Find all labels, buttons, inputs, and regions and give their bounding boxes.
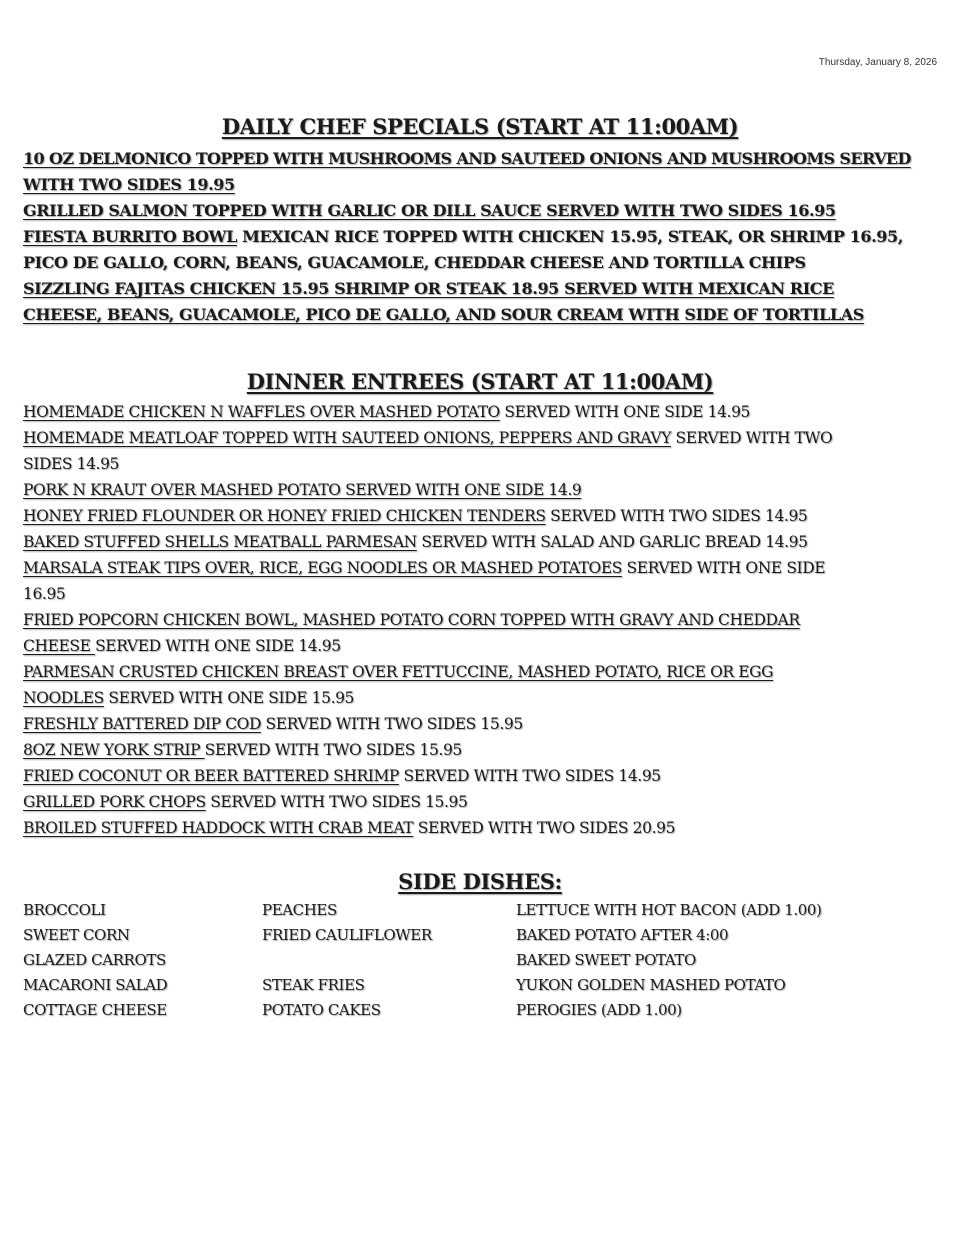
entree-text: SERVED WITH ONE SIDE 14.95 (499, 403, 751, 421)
side-dish-item: PEACHES (262, 901, 337, 919)
entrees-title: DINNER ENTREES (START AT 11:00AM) (246, 369, 714, 394)
entree-name: NOODLES (23, 689, 104, 707)
side-dish-item: BROCCOLI (23, 901, 106, 919)
entree-line (23, 763, 661, 789)
print-date: Thursday, January 8, 2026 (818, 57, 937, 68)
entree-line (23, 607, 800, 633)
side-dish-item: BAKED POTATO AFTER 4:00 (516, 926, 729, 944)
entree-line (23, 685, 354, 711)
side-dish-item: SWEET CORN (23, 926, 130, 944)
entree-name: BAKED STUFFED SHELLS MEATBALL PARMESAN (23, 533, 417, 551)
entree-line (23, 789, 467, 815)
entree-line (23, 451, 119, 477)
entree-name: HONEY FRIED FLOUNDER OR HONEY FRIED CHICKEN TENDERS (23, 507, 546, 525)
entree-text: SIDES 14.95 (23, 455, 120, 473)
specials-title: DAILY CHEF SPECIALS (START AT 11:00AM) (221, 114, 739, 139)
entree-line (23, 529, 808, 555)
entree-line (23, 555, 825, 581)
special-name: FIESTA BURRITO BOWL (23, 227, 237, 246)
entree-name: FRIED COCONUT OR BEER BATTERED SHRIMP (23, 767, 399, 785)
entree-text: SERVED WITH ONE SIDE 15.95 (103, 689, 355, 707)
entree-line (23, 815, 675, 841)
side-dish-item: PEROGIES (ADD 1.00) (516, 1001, 682, 1019)
entree-name: GRILLED PORK CHOPS (23, 793, 206, 811)
entree-line (23, 581, 65, 607)
entree-name: PARMESAN CRUSTED CHICKEN BREAST OVER FETTUCCINE, MASHED POTATO, RICE OR EGG (23, 663, 774, 681)
special-line: GRILLED SALMON TOPPED WITH GARLIC OR DILL SAUCE SERVED WITH TWO SIDES 16.95 (23, 201, 836, 220)
side-dish-item: GLAZED CARROTS (23, 951, 166, 969)
entree-text: SERVED WITH ONE SIDE (621, 559, 826, 577)
special-line (23, 224, 903, 250)
entree-line (23, 711, 523, 737)
entree-line (23, 633, 341, 659)
entree-line (23, 659, 773, 685)
entree-line (23, 477, 581, 503)
side-dish-item: FRIED CAULIFLOWER (262, 926, 432, 944)
special-line: CHEESE, BEANS, GUACAMOLE, PICO DE GALLO, AND SOUR CREAM WITH SIDE OF TORTILLAS (23, 305, 864, 324)
entree-text: SERVED WITH TWO (671, 429, 833, 447)
entree-line (23, 737, 462, 763)
special-line: PICO DE GALLO, CORN, BEANS, GUACAMOLE, CHEDDAR CHEESE AND TORTILLA CHIPS (23, 253, 806, 272)
side-dish-item: BAKED SWEET POTATO (516, 951, 696, 969)
entree-line (23, 399, 750, 425)
entree-name: PORK N KRAUT OVER MASHED POTATO SERVED WITH ONE SIDE 14.9 (23, 481, 582, 499)
entree-name: CHEESE (23, 637, 96, 655)
entree-line (23, 503, 807, 529)
side-dish-item: COTTAGE CHEESE (23, 1001, 167, 1019)
side-dish-item: LETTUCE WITH HOT BACON (ADD 1.00) (516, 901, 822, 919)
special-line: 10 OZ DELMONICO TOPPED WITH MUSHROOMS AND SAUTEED ONIONS AND MUSHROOMS SERVED (23, 149, 911, 168)
special-line: SIZZLING FAJITAS CHICKEN 15.95 SHRIMP OR STEAK 18.95 SERVED WITH MEXICAN RICE (23, 279, 834, 298)
side-dish-item: YUKON GOLDEN MASHED POTATO (516, 976, 786, 994)
entree-text: SERVED WITH TWO SIDES 15.95 (205, 793, 468, 811)
entree-text: SERVED WITH ONE SIDE 14.95 (95, 637, 341, 655)
entree-line (23, 425, 832, 451)
special-text: MEXICAN RICE TOPPED WITH CHICKEN 15.95, STEAK, OR SHRIMP 16.95, (236, 227, 903, 246)
sides-title: SIDE DISHES: (398, 869, 562, 894)
entree-text: 16.95 (23, 585, 66, 603)
special-line: WITH TWO SIDES 19.95 (23, 175, 235, 194)
entree-text: SERVED WITH TWO SIDES 20.95 (413, 819, 676, 837)
entree-text: SERVED WITH TWO SIDES 14.95 (545, 507, 808, 525)
side-dish-item: STEAK FRIES (262, 976, 365, 994)
side-dish-item: MACARONI SALAD (23, 976, 168, 994)
entree-name: FRESHLY BATTERED DIP COD (23, 715, 261, 733)
entree-name: HOMEMADE CHICKEN N WAFFLES OVER MASHED POTATO (23, 403, 500, 421)
entree-name: HOMEMADE MEATLOAF TOPPED WITH SAUTEED ONIONS, PEPPERS AND GRAVY (23, 429, 672, 447)
entree-text: SERVED WITH TWO SIDES 15.95 (261, 715, 523, 733)
side-dish-item: POTATO CAKES (262, 1001, 381, 1019)
entree-name: MARSALA STEAK TIPS OVER, RICE, EGG NOODLES OR MASHED POTATOES (23, 559, 622, 577)
entree-name: BROILED STUFFED HADDOCK WITH CRAB MEAT (23, 819, 414, 837)
entree-name: FRIED POPCORN CHICKEN BOWL, MASHED POTATO CORN TOPPED WITH GRAVY AND CHEDDAR (23, 611, 800, 629)
entree-text: SERVED WITH TWO SIDES 15.95 (204, 741, 462, 759)
entree-name: 8OZ NEW YORK STRIP (23, 741, 205, 759)
entree-text: SERVED WITH SALAD AND GARLIC BREAD 14.95 (416, 533, 808, 551)
entree-text: SERVED WITH TWO SIDES 14.95 (398, 767, 661, 785)
